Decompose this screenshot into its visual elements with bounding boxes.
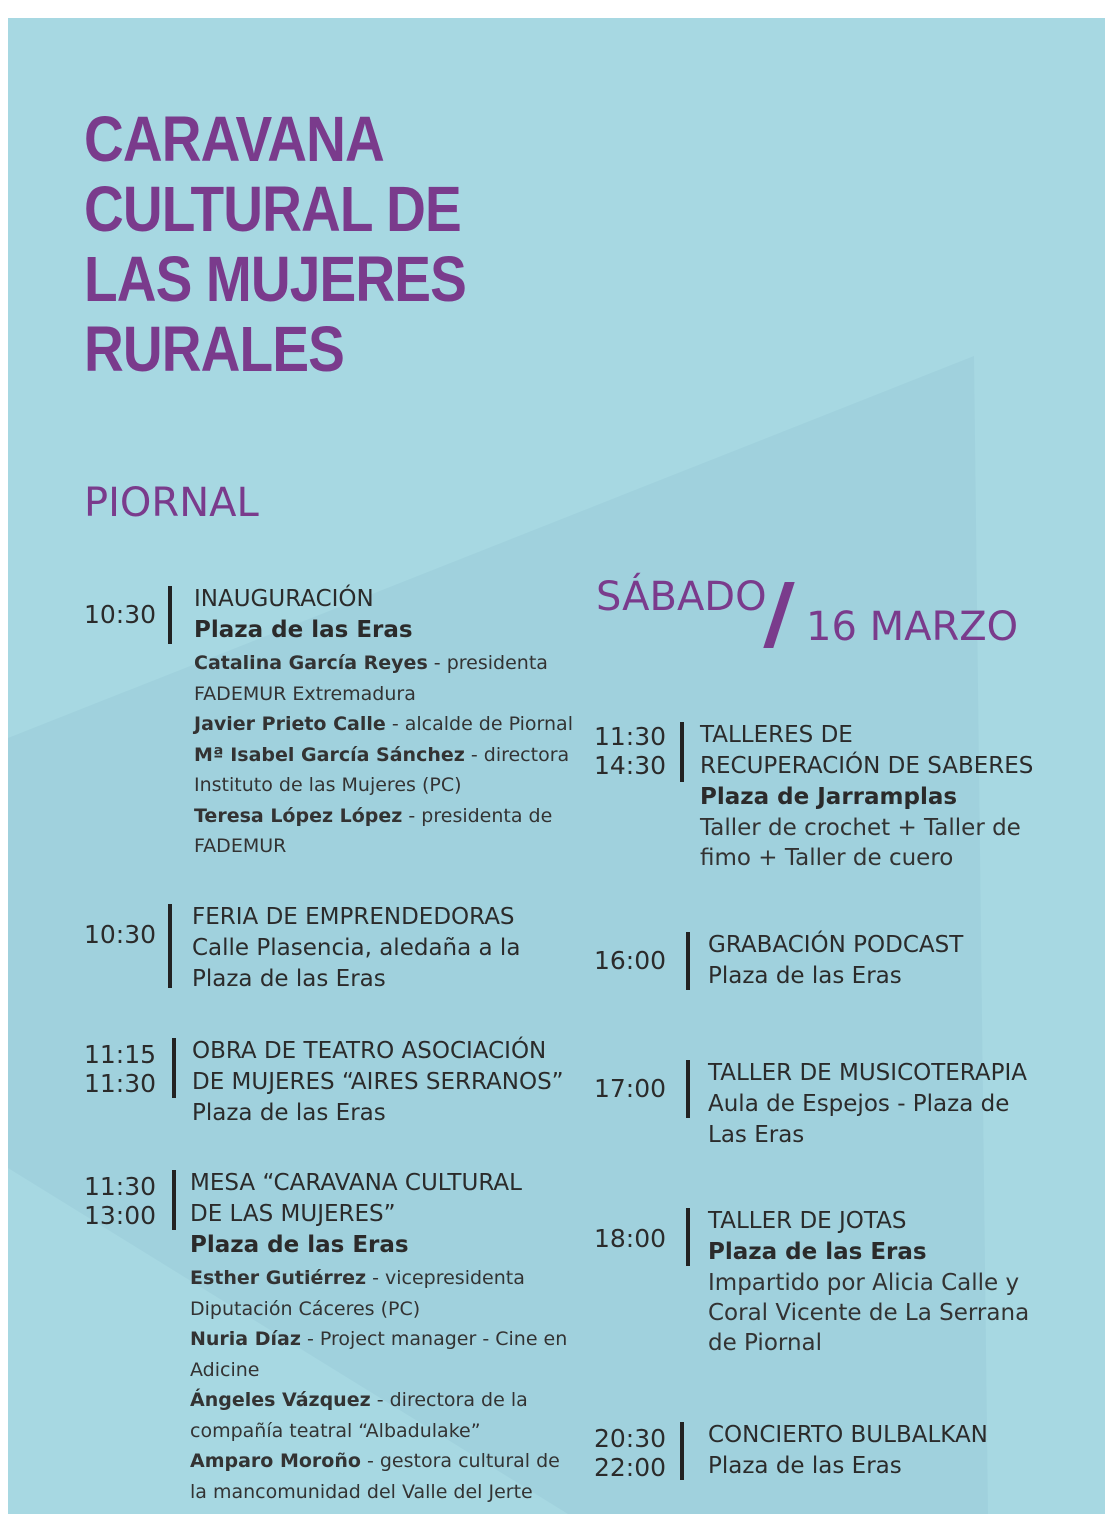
location-label: PIORNAL [84, 480, 259, 526]
speaker-line: compañía teatral “Albadulake” [190, 1419, 481, 1442]
event-title: OBRA DE TEATRO ASOCIACIÓN DE MUJERES “AIRES SERRANOS” Plaza de las Eras [192, 1038, 564, 1126]
speaker-line: Diputación Cáceres (PC) [190, 1297, 421, 1320]
speaker-line: Amparo Moroño - gestora cultural de [190, 1450, 560, 1472]
time-divider-bar [686, 1060, 690, 1118]
event-title: INAUGURACIÓN [194, 586, 374, 612]
event-place: Plaza de las Eras [194, 617, 413, 643]
event-place: Plaza de Jarramplas [700, 784, 958, 810]
poster-title [84, 104, 466, 384]
time-divider-bar [172, 1038, 176, 1098]
speaker-line: Adicine [190, 1358, 260, 1381]
event-description: Impartido por Alicia Calle y Coral Vicente de La Serrana de Piornal [708, 1270, 1030, 1356]
time-divider-bar [680, 722, 684, 782]
event-title: CONCIERTO BULBALKAN Plaza de las Eras [708, 1422, 988, 1479]
speaker-line: Esther Gutiérrez - vicepresidenta [190, 1267, 525, 1289]
event-title: TALLER DE MUSICOTERAPIA Aula de Espejos - Plaza de Las Eras [708, 1060, 1027, 1148]
event-body [190, 1168, 567, 1507]
title-line-4: RURALES [84, 313, 345, 385]
time-divider-bar [680, 1422, 684, 1480]
speaker-line: Catalina García Reyes - presidenta [194, 652, 548, 674]
speaker-line: Mª Isabel García Sánchez - directora [194, 743, 570, 766]
title-line-3: LAS MUJERES [84, 243, 467, 315]
time-divider-bar [168, 586, 172, 644]
time-divider-bar [686, 932, 690, 990]
event-time: 10:30 [84, 600, 157, 629]
speaker-line: Ángeles Vázquez - directora de la [190, 1389, 528, 1411]
time-divider-bar [172, 1170, 176, 1230]
event-time: 20:30 22:00 [594, 1424, 667, 1482]
event-time: 11:30 13:00 [84, 1172, 157, 1230]
title-line-2: CULTURAL DE [84, 173, 461, 245]
event-body [192, 902, 520, 995]
event-body [708, 1420, 988, 1482]
event-body [700, 720, 1033, 873]
event-body [708, 930, 963, 992]
event-poster [8, 18, 1105, 1514]
event-time: 11:15 11:30 [84, 1040, 157, 1098]
event-time: 17:00 [594, 1074, 667, 1103]
event-title: TALLERES DE RECUPERACIÓN DE SABERES [700, 722, 1034, 779]
speaker-line: Javier Prieto Calle - alcalde de Piornal [194, 713, 573, 735]
speaker-line: Nuria Díaz - Project manager - Cine en [190, 1328, 568, 1350]
date-month: 16 MARZO [806, 604, 1019, 650]
event-title: FERIA DE EMPRENDEDORAS Calle Plasencia, aledaña a la Plaza de las Eras [192, 904, 521, 992]
speaker-line: Instituto de las Mujeres (PC) [194, 774, 462, 796]
event-time: 16:00 [594, 946, 667, 975]
event-body [708, 1206, 1029, 1358]
event-description: Taller de crochet + Taller de fimo + Taller de cuero [700, 815, 1021, 871]
event-time: 11:30 14:30 [594, 722, 667, 780]
title-line-1: CARAVANA [84, 103, 384, 175]
event-title: TALLER DE JOTAS [708, 1208, 907, 1234]
speaker-line: la mancomunidad del Valle del Jerte [190, 1480, 533, 1503]
speaker-list [194, 648, 573, 862]
event-body [194, 584, 573, 862]
event-body [192, 1036, 564, 1129]
event-title: GRABACIÓN PODCAST Plaza de las Eras [708, 932, 964, 989]
time-divider-bar [686, 1208, 690, 1266]
event-place: Plaza de las Eras [708, 1239, 927, 1265]
event-time: 18:00 [594, 1224, 667, 1253]
event-body [708, 1058, 1027, 1151]
speaker-line: Teresa López López - presidenta de [194, 804, 553, 827]
speaker-list [190, 1263, 567, 1507]
date-day: SÁBADO [596, 574, 767, 620]
time-divider-bar [168, 904, 172, 988]
event-title: MESA “CARAVANA CULTURAL DE LAS MUJERES” [190, 1170, 522, 1227]
speaker-line: FADEMUR Extremadura [194, 682, 416, 705]
speaker-line: FADEMUR [194, 835, 287, 857]
event-place: Plaza de las Eras [190, 1232, 409, 1258]
event-time: 10:30 [84, 920, 157, 949]
